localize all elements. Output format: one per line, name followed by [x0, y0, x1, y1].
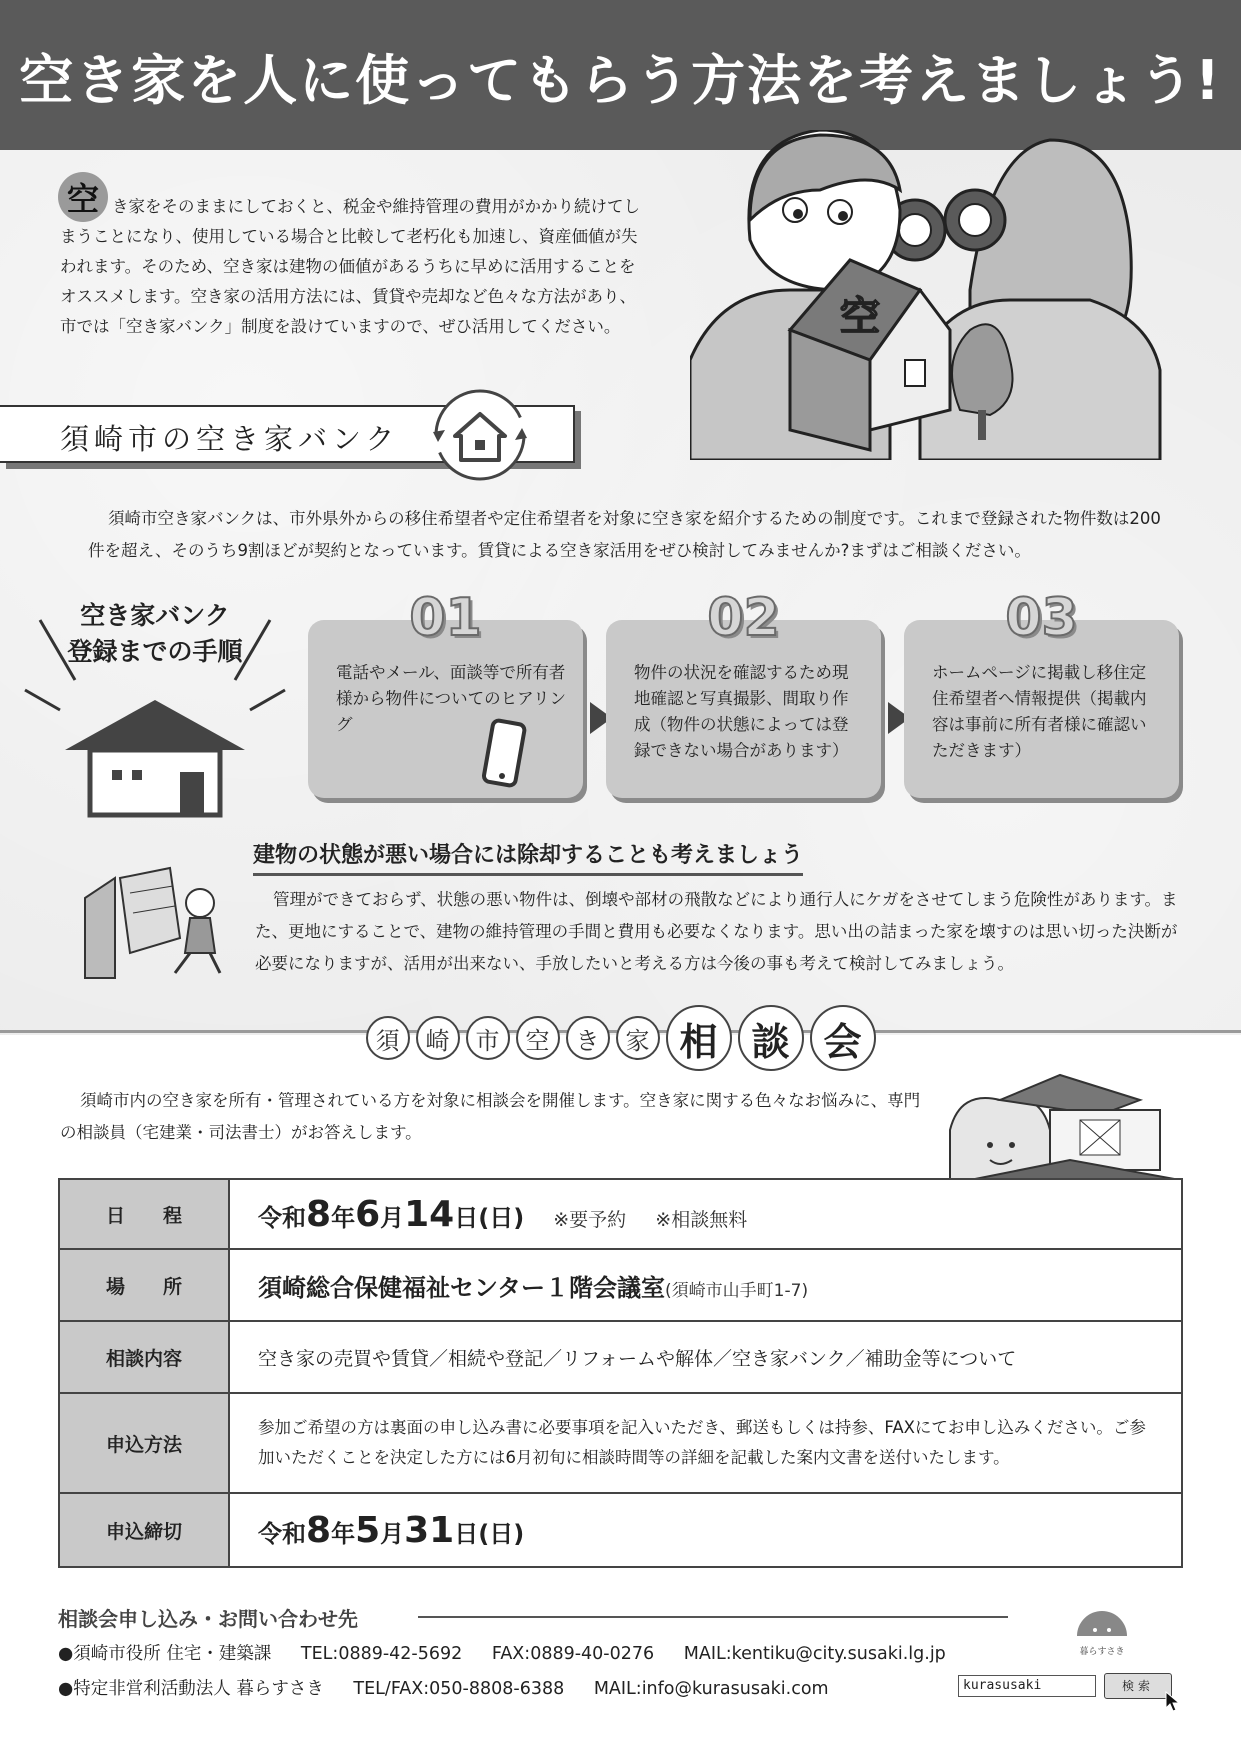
contact-org: ●特定非営利活動法人 暮らすさき [58, 1679, 324, 1699]
procedure-step-2 [606, 588, 881, 798]
content-label: 相談内容 [59, 1321, 229, 1393]
procedure-step-3 [904, 588, 1179, 798]
apply-value: 参加ご希望の方は裏面の申し込み書に必要事項を記入いただき、郵送もしくは持参、FAXにてお申し込みください。ご参加いただくことを決定した方には6月初旬に相談時間等の詳細を記載した案内文書を送付いたします。 [229, 1393, 1182, 1493]
contact-org: ●須崎市役所 住宅・建築課 [58, 1644, 272, 1664]
title-char: 崎 [416, 1016, 460, 1060]
procedure-step-1 [308, 588, 583, 798]
procedure-title-line1: 空き家バンク [80, 601, 230, 630]
reservation-note: ※要予約 [553, 1208, 627, 1231]
search-button[interactable]: 検索 [1104, 1673, 1172, 1699]
consultation-info-table [58, 1178, 1183, 1568]
table-row-schedule [59, 1179, 1182, 1249]
kurasusaki-logo [1063, 1596, 1141, 1666]
content-value: 空き家の売買や賃貸／相続や登記／リフォームや解体／空き家バンク／補助金等について [229, 1321, 1182, 1393]
consultation-description: 須崎市内の空き家を所有・管理されている方を対象に相談会を開催します。空き家に関する色々なお悩みに、専門の相談員（宅建業・司法書士）がお答えします。 [60, 1091, 921, 1142]
apply-label: 申込方法 [59, 1393, 229, 1493]
cursor-icon [1164, 1690, 1182, 1712]
step-text: ホームページに掲載し移住定住希望者へ情報提供（掲載内容は事前に所有者様に確認いただきます） [932, 663, 1147, 760]
title-char-large: 相 [666, 1005, 732, 1071]
schedule-value: 令和8年6月14日(日) ※要予約 ※相談無料 [229, 1179, 1182, 1249]
venue-label: 場 所 [59, 1249, 229, 1321]
deadline-value: 令和8年5月31日(日) [229, 1493, 1182, 1567]
title-char-large: 談 [738, 1005, 804, 1071]
falling-wall-illustration [75, 858, 235, 983]
contact-tel: TEL:0889-42-5692 [300, 1644, 463, 1664]
bank-description: 須崎市空き家バンクは、市外県外からの移住希望者や定住希望者を対象に空き家を紹介するための制度です。これまで登録された物件数は200件を超え、そのうち9割ほどが契約となっています。賃貸による空き家活用をぜひ検討してみませんか?まずはご相談ください。 [88, 509, 1161, 560]
deadline-label: 申込締切 [59, 1493, 229, 1567]
schedule-label: 日 程 [59, 1179, 229, 1249]
table-row-content [59, 1321, 1182, 1393]
table-row-apply [59, 1393, 1182, 1493]
step-number: 03 [1005, 588, 1078, 648]
contact-tel: TEL/FAX:050-8808-6388 [353, 1679, 565, 1699]
step-text: 電話やメール、面談等で所有者様から物件についてのヒアリング [336, 663, 567, 734]
step-number: 01 [409, 588, 482, 648]
venue-name: 須崎総合保健福祉センター１階会議室 [258, 1273, 666, 1302]
consultation-title [0, 1003, 1241, 1073]
title-char-large: 会 [810, 1005, 876, 1071]
search-input[interactable]: kurasusaki [958, 1675, 1096, 1697]
intro-paragraph: き家をそのままにしておくと、税金や維持管理の費用がかかり続けてしまうことになり、使用している場合と比較して老朽化も加速し、資産価値が失われます。そのため、空き家は建物の価値があるうちに早めに活用することをオススメします。空き家の活用方法には、賃貸や売却など色々な方法があり、市では「空き家バンク」制度を設けていますので、ぜひ活用してください。 [60, 197, 640, 336]
header-banner [0, 0, 1241, 150]
contact-row-city [58, 1640, 970, 1665]
demolition-title: 建物の状態が悪い場合には除却することも考えましょう [253, 838, 803, 876]
contact-mail: MAIL:kentiku@city.susaki.lg.jp [683, 1644, 946, 1664]
table-row-venue [59, 1249, 1182, 1321]
roof-sign-text: 空 [840, 294, 880, 340]
venue-address: (須崎市山手町1-7) [665, 1280, 809, 1301]
title-char: 市 [466, 1016, 510, 1060]
step-number: 02 [707, 588, 780, 648]
contact-title-rule [418, 1616, 1008, 1618]
contact-fax: FAX:0889-40-0276 [491, 1644, 655, 1664]
page-title: 空き家を人に使ってもらう方法を考えましょう! [19, 49, 1222, 112]
procedure-title-line2: 登録までの手順 [67, 637, 243, 666]
title-char: き [566, 1016, 610, 1060]
house-cycle-icon [425, 380, 535, 490]
couple-binoculars-illustration [690, 130, 1180, 460]
intro-initial-badge: 空 [58, 172, 108, 222]
venue-value [229, 1249, 1182, 1321]
procedure-title [40, 598, 270, 670]
demolition-text: 管理ができておらず、状態の悪い物件は、倒壊や部材の飛散などにより通行人にケガをさせてしまう危険性があります。また、更地にすることで、建物の維持管理の手間と費用も必要なくなります。思い出の詰まった家を壊すのは思い切った決断が必要になりますが、活用が出来ない、手放したいと考える方は今後の事も考えて検討してみましょう。 [255, 890, 1178, 973]
free-note: ※相談無料 [655, 1208, 748, 1231]
title-char: 空 [516, 1016, 560, 1060]
step-text: 物件の状況を確認するため現地確認と写真撮影、間取り作成（物件の状態によっては登録できない場合があります） [634, 663, 849, 760]
contact-mail: MAIL:info@kurasusaki.com [593, 1679, 829, 1699]
smartphone-icon [480, 718, 528, 790]
title-char: 家 [616, 1016, 660, 1060]
contact-row-npo [58, 1675, 853, 1700]
table-row-deadline [59, 1493, 1182, 1567]
bank-section-title: 須崎市の空き家バンク [60, 422, 400, 456]
contact-title: 相談会申し込み・お問い合わせ先 [58, 1607, 358, 1631]
title-char: 須 [366, 1016, 410, 1060]
logo-text: 暮らすさき [1079, 1647, 1125, 1657]
